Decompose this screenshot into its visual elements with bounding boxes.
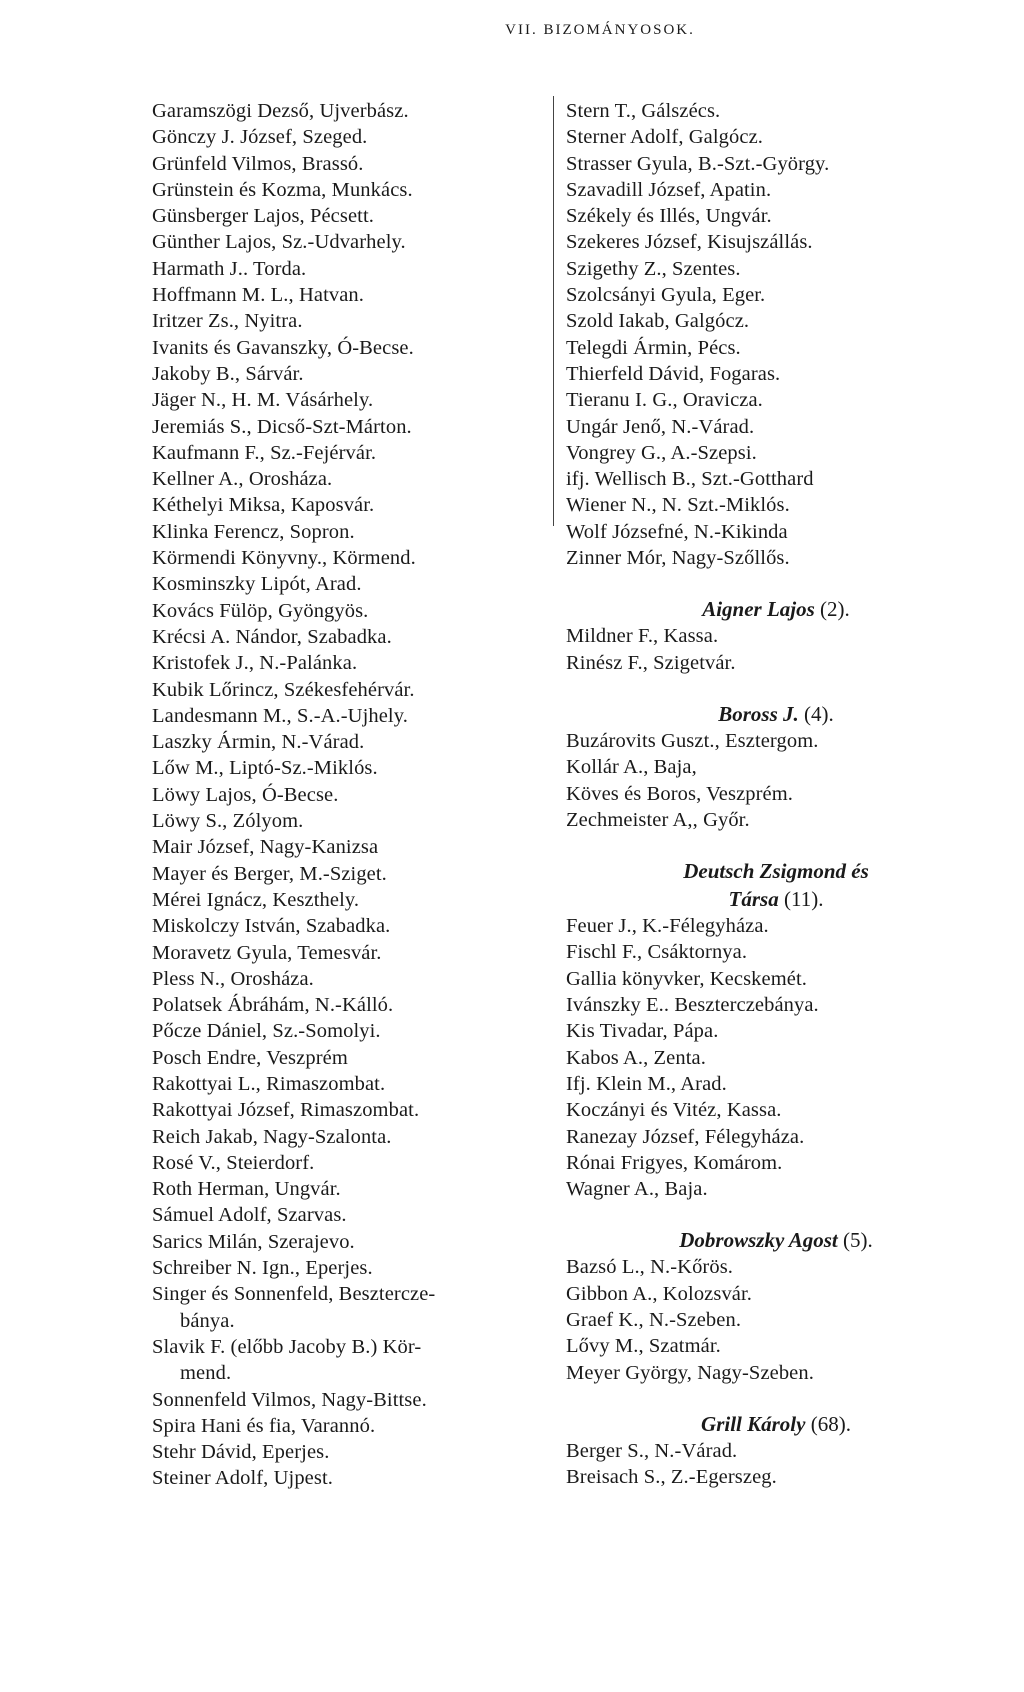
list-item: Ivánszky E.. Beszterczebánya.	[566, 994, 819, 1017]
list-item: Pőcze Dániel, Sz.-Somolyi.	[152, 1020, 381, 1043]
list-item: Meyer György, Nagy-Szeben.	[566, 1361, 814, 1384]
list-item: Breisach S., Z.-Egerszeg.	[566, 1466, 777, 1489]
list-item: Schreiber N. Ign., Eperjes.	[152, 1257, 373, 1280]
section-count: (5).	[843, 1228, 873, 1253]
list-item: Graef K., N.-Szeben.	[566, 1308, 742, 1331]
list-item: Krécsi A. Nándor, Szabadka.	[152, 625, 392, 648]
section-name: Grill Károly	[701, 1411, 806, 1436]
list-item: Wolf Józsefné, N.-Kikinda	[566, 520, 788, 543]
section-count: (4).	[804, 701, 834, 726]
list-item: Berger S., N.-Várad.	[566, 1439, 738, 1462]
section-name-cont: Társa	[728, 887, 779, 912]
list-item: Feuer J., K.-Félegyháza.	[566, 915, 769, 938]
list-item: Rakottyai L., Rimaszombat.	[152, 1072, 386, 1095]
list-item: Zinner Mór, Nagy-Szőllős.	[566, 547, 790, 570]
list-item: Jeremiás S., Dicső-Szt-Márton.	[152, 415, 412, 438]
list-item: Szigethy Z., Szentes.	[566, 257, 741, 280]
list-item: Stern T., Gálszécs.	[566, 100, 721, 122]
list-item: Günther Lajos, Sz.-Udvarhely.	[152, 231, 406, 254]
list-item: Sarics Milán, Szerajevo.	[152, 1230, 355, 1253]
section-entries	[566, 728, 986, 833]
list-item: mend.	[180, 1362, 232, 1385]
list-item: Kollár A., Baja,	[566, 756, 697, 779]
list-item: Gönczy J. József, Szeged.	[152, 126, 368, 149]
list-item: Grünstein és Kozma, Munkács.	[152, 178, 413, 201]
section-entries	[566, 1254, 986, 1385]
list-item: Buzárovits Guszt., Esztergom.	[566, 729, 819, 752]
list-item: Köves és Boros, Veszprém.	[566, 782, 794, 805]
list-item: Ifj. Klein M., Arad.	[566, 1072, 727, 1095]
section-heading	[566, 595, 986, 623]
list-item: Mayer és Berger, M.-Sziget.	[152, 862, 387, 885]
list-item: Garamszögi Dezső, Ujverbász.	[152, 100, 409, 122]
list-item: Thierfeld Dávid, Fogaras.	[566, 362, 781, 385]
list-item: Wagner A., Baja.	[566, 1178, 708, 1201]
list-item: Koczányi és Vitéz, Kassa.	[566, 1099, 782, 1122]
list-item: Lővy M., Szatmár.	[566, 1335, 721, 1358]
list-item: Zechmeister A,, Győr.	[566, 808, 750, 831]
list-item: Jakoby B., Sárvár.	[152, 362, 304, 385]
section-entries	[566, 623, 986, 676]
section-count: (11).	[783, 887, 824, 912]
list-item: Szold Iakab, Galgócz.	[566, 310, 750, 333]
list-item: Rinész F., Szigetvár.	[566, 651, 736, 674]
list-item: bánya.	[180, 1309, 235, 1332]
list-item: Günsberger Lajos, Pécsett.	[152, 205, 374, 228]
list-item: Sámuel Adolf, Szarvas.	[152, 1204, 347, 1227]
list-item: Szolcsányi Gyula, Eger.	[566, 284, 766, 307]
section-count: (2).	[820, 597, 850, 622]
list-item: Grünfeld Vilmos, Brassó.	[152, 152, 364, 175]
list-item: Steiner Adolf, Ujpest.	[152, 1467, 333, 1490]
list-item: Kaufmann F., Sz.-Fejérvár.	[152, 441, 377, 464]
section-entries	[566, 913, 986, 1202]
list-item: Bazsó L., N.-Kőrös.	[566, 1256, 734, 1279]
list-item: Gallia könyvker, Kecskemét.	[566, 967, 807, 990]
list-item: Kéthelyi Miksa, Kaposvár.	[152, 494, 375, 517]
list-item: Tieranu I. G., Oravicza.	[566, 389, 763, 412]
list-item: Körmendi Könyvny., Körmend.	[152, 547, 416, 570]
list-item: Fischl F., Csáktornya.	[566, 941, 748, 964]
list-item: Kis Tivadar, Pápa.	[566, 1020, 719, 1043]
left-column	[152, 98, 552, 1492]
section-name: Aigner Lajos	[702, 597, 815, 622]
list-item: Szavadill József, Apatin.	[566, 178, 772, 201]
list-item: Rakottyai József, Rimaszombat.	[152, 1099, 420, 1122]
list-item: Spira Hani és fia, Varannó.	[152, 1414, 376, 1437]
list-item: Mildner F., Kassa.	[566, 625, 719, 648]
list-item: Sonnenfeld Vilmos, Nagy-Bittse.	[152, 1388, 427, 1411]
list-item: Vongrey G., A.-Szepsi.	[566, 441, 757, 464]
list-item: Strasser Gyula, B.-Szt.-György.	[566, 152, 830, 175]
list-item: Jäger N., H. M. Vásárhely.	[152, 389, 374, 412]
list-item: Telegdi Ármin, Pécs.	[566, 336, 741, 359]
list-item: Landesmann M., S.-A.-Ujhely.	[152, 704, 408, 727]
list-item: Kovács Fülöp, Gyöngyös.	[152, 599, 369, 622]
list-item: Mérei Ignácz, Keszthely.	[152, 888, 360, 911]
list-item: Kubik Lőrincz, Székesfehérvár.	[152, 678, 415, 701]
list-item: Roth Herman, Ungvár.	[152, 1178, 341, 1201]
list-item: Löwy Lajos, Ó-Becse.	[152, 783, 339, 806]
list-item: Gibbon A., Kolozsvár.	[566, 1282, 753, 1305]
list-item: Reich Jakab, Nagy-Szalonta.	[152, 1125, 392, 1148]
list-item: Kosminszky Lipót, Arad.	[152, 573, 362, 596]
list-item: Mair József, Nagy-Kanizsa	[152, 836, 379, 859]
list-item: Posch Endre, Veszprém	[152, 1046, 348, 1069]
list-item: Rosé V., Steierdorf.	[152, 1151, 315, 1174]
list-item: Iritzer Zs., Nyitra.	[152, 310, 303, 333]
list-item: Lőw M., Liptó-Sz.-Miklós.	[152, 757, 378, 780]
list-item: Ivanits és Gavanszky, Ó-Becse.	[152, 336, 414, 359]
section-heading	[566, 1226, 986, 1254]
list-item: Ungár Jenő, N.-Várad.	[566, 415, 755, 438]
section-entries	[566, 1438, 986, 1491]
section-name: Dobrowszky Agost	[679, 1228, 838, 1253]
list-item: Stehr Dávid, Eperjes.	[152, 1441, 330, 1464]
page-header: VII. BIZOMÁNYOSOK.	[505, 22, 695, 38]
list-item: Klinka Ferencz, Sopron.	[152, 520, 355, 543]
list-item: Löwy S., Zólyom.	[152, 810, 304, 833]
section-heading	[566, 700, 986, 728]
right-entries	[566, 98, 986, 571]
section-count: (68).	[810, 1411, 851, 1436]
list-item: Ranezay József, Félegyháza.	[566, 1125, 805, 1148]
list-item: Székely és Illés, Ungvár.	[566, 205, 772, 228]
section-name: Deutsch Zsigmond és	[683, 859, 869, 884]
section-heading	[566, 1410, 986, 1438]
list-item: Szekeres József, Kisujszállás.	[566, 231, 813, 254]
list-item: Pless N., Orosháza.	[152, 967, 314, 990]
list-item: Kabos A., Zenta.	[566, 1046, 706, 1069]
list-item: Laszky Ármin, N.-Várad.	[152, 731, 365, 754]
list-item: Polatsek Ábráhám, N.-Kálló.	[152, 994, 394, 1017]
list-item: Harmath J.. Torda.	[152, 257, 307, 280]
right-column	[566, 98, 986, 1490]
column-divider	[553, 96, 554, 526]
list-item: Hoffmann M. L., Hatvan.	[152, 284, 365, 307]
list-item: Rónai Frigyes, Komárom.	[566, 1151, 783, 1174]
section-heading	[566, 857, 986, 913]
list-item: Sterner Adolf, Galgócz.	[566, 126, 763, 149]
list-item: Miskolczy István, Szabadka.	[152, 915, 391, 938]
list-item: ifj. Wellisch B., Szt.-Gotthard	[566, 468, 814, 491]
list-item: Moravetz Gyula, Temesvár.	[152, 941, 382, 964]
list-item: Slavik F. (előbb Jacoby B.) Kör-	[152, 1335, 422, 1358]
list-item: Singer és Sonnenfeld, Besztercze-	[152, 1283, 436, 1306]
list-item: Wiener N., N. Szt.-Miklós.	[566, 494, 790, 517]
list-item: Kellner A., Orosháza.	[152, 468, 333, 491]
section-name: Boross J.	[718, 701, 799, 726]
list-item: Kristofek J., N.-Palánka.	[152, 652, 358, 675]
